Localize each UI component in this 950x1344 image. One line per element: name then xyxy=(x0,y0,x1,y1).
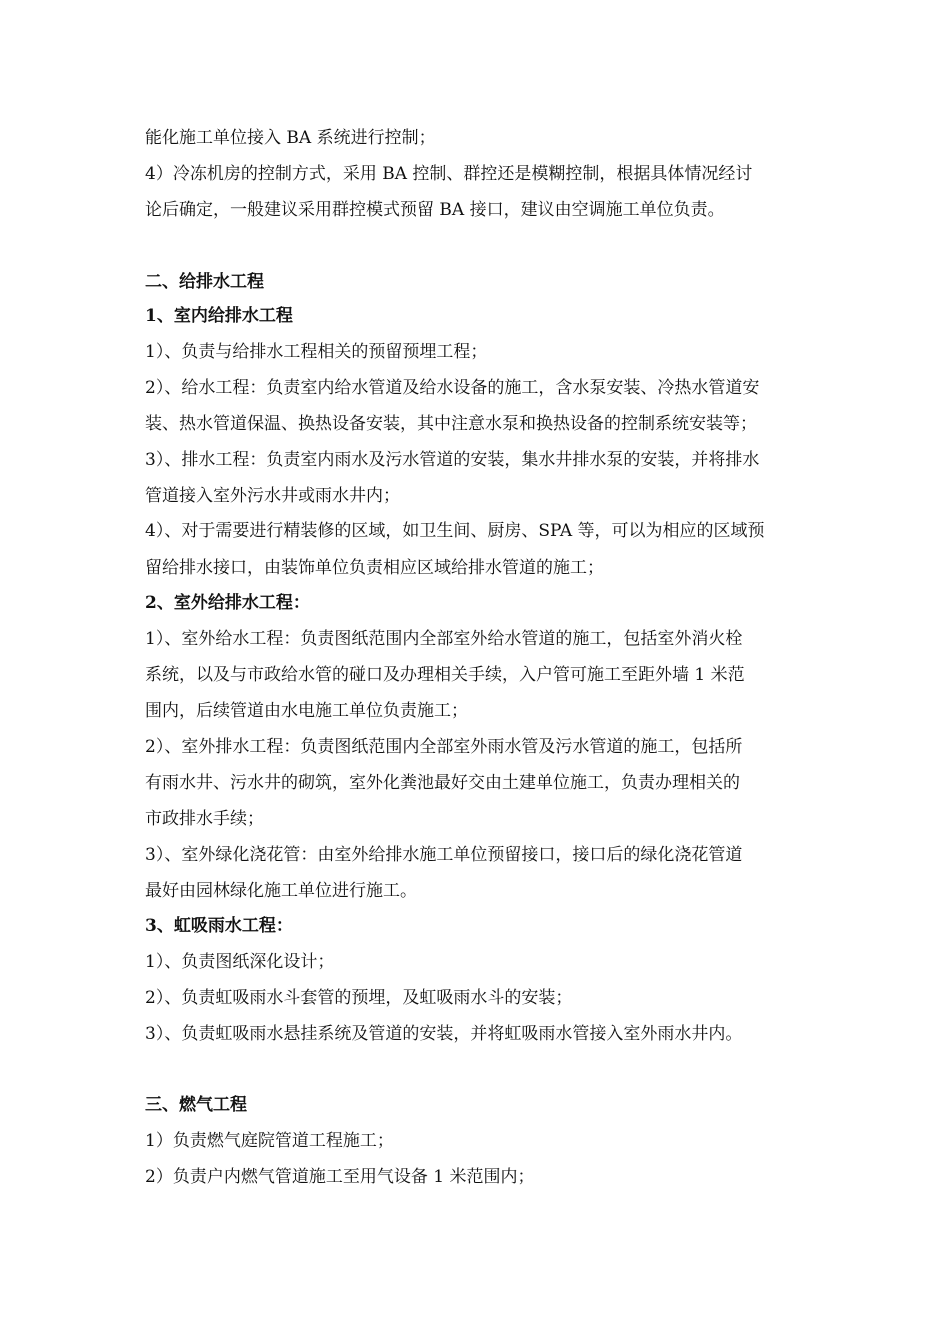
paragraph-line: 有雨水井、污水井的砌筑，室外化粪池最好交由土建单位施工，负责办理相关的 xyxy=(145,773,740,793)
section-heading: 三、燃气工程 xyxy=(145,1095,247,1115)
paragraph-line: 2）、给水工程：负责室内给水管道及给水设备的施工，含水泵安装、冷热水管道安 xyxy=(145,378,760,398)
paragraph-line: 装、热水管道保温、换热设备安装，其中注意水泵和换热设备的控制系统安装等； xyxy=(145,414,757,434)
paragraph-line: 系统，以及与市政给水管的碰口及办理相关手续，入户管可施工至距外墙 1 米范 xyxy=(145,665,745,685)
paragraph-line: 4）冷冻机房的控制方式，采用 BA 控制、群控还是模糊控制，根据具体情况经讨 xyxy=(145,164,753,184)
paragraph-line: 1）、负责与给排水工程相关的预留预埋工程； xyxy=(145,342,488,362)
paragraph-line: 论后确定，一般建议采用群控模式预留 BA 接口，建议由空调施工单位负责。 xyxy=(145,200,725,220)
subsection-heading: 2、室外给排水工程： xyxy=(145,593,310,613)
subsection-heading: 3、虹吸雨水工程： xyxy=(145,916,293,936)
paragraph-line: 3）、室外绿化浇花管：由室外给排水施工单位预留接口，接口后的绿化浇花管道 xyxy=(145,845,743,865)
paragraph-line: 留给排水接口，由装饰单位负责相应区域给排水管道的施工； xyxy=(145,558,604,578)
subsection-heading: 1、室内给排水工程 xyxy=(145,306,293,326)
paragraph-line: 2）负责户内燃气管道施工至用气设备 1 米范围内； xyxy=(145,1167,535,1187)
paragraph-line: 最好由园林绿化施工单位进行施工。 xyxy=(145,881,417,901)
paragraph-line: 围内，后续管道由水电施工单位负责施工； xyxy=(145,701,468,721)
paragraph-line: 管道接入室外污水井或雨水井内； xyxy=(145,486,400,506)
paragraph-line: 1）、负责图纸深化设计； xyxy=(145,952,335,972)
paragraph-line: 3）、排水工程：负责室内雨水及污水管道的安装，集水井排水泵的安装，并将排水 xyxy=(145,450,760,470)
paragraph-line: 市政排水手续； xyxy=(145,809,264,829)
paragraph-line: 1）、室外给水工程：负责图纸范围内全部室外给水管道的施工，包括室外消火栓 xyxy=(145,629,743,649)
paragraph-line: 1）负责燃气庭院管道工程施工； xyxy=(145,1131,394,1151)
paragraph-line: 3）、负责虹吸雨水悬挂系统及管道的安装，并将虹吸雨水管接入室外雨水井内。 xyxy=(145,1024,743,1044)
section-heading: 二、给排水工程 xyxy=(145,272,264,292)
paragraph-line: 2）、室外排水工程：负责图纸范围内全部室外雨水管及污水管道的施工，包括所 xyxy=(145,737,743,757)
paragraph-line: 4）、对于需要进行精装修的区域，如卫生间、厨房、SPA 等，可以为相应的区域预 xyxy=(145,521,765,541)
paragraph-line: 能化施工单位接入 BA 系统进行控制； xyxy=(145,128,436,148)
paragraph-line: 2）、负责虹吸雨水斗套管的预埋，及虹吸雨水斗的安装； xyxy=(145,988,573,1008)
